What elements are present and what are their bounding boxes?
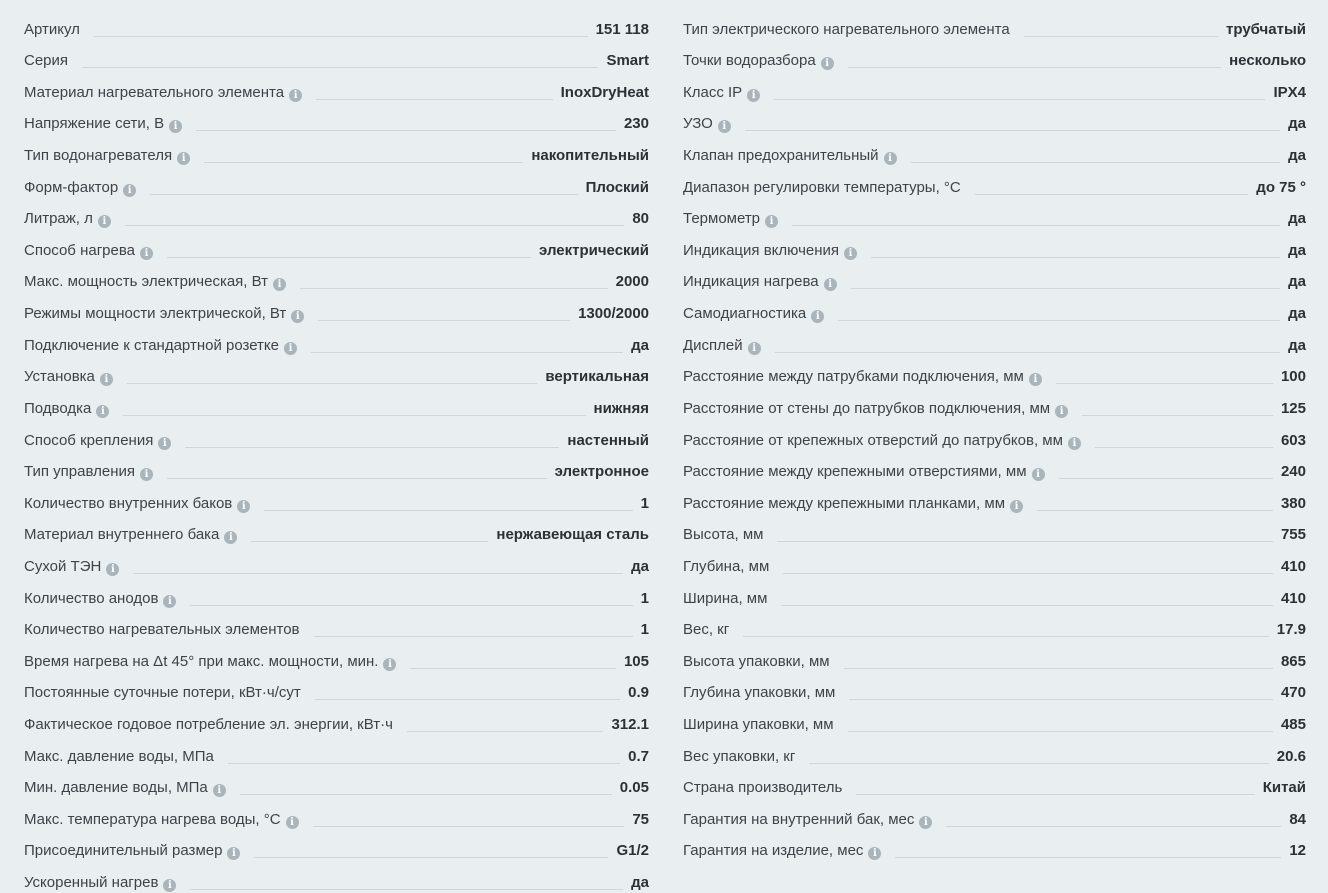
spec-row <box>24 766 649 798</box>
spec-row <box>24 197 649 229</box>
spec-value: накопительный <box>531 147 649 165</box>
spec-value: 865 <box>1280 652 1306 670</box>
leader-line <box>167 257 531 258</box>
info-icon[interactable]: i <box>291 310 304 323</box>
leader-line <box>856 794 1254 795</box>
spec-value: да <box>1288 147 1306 165</box>
info-icon[interactable]: i <box>100 373 113 386</box>
info-icon[interactable]: i <box>1055 405 1068 418</box>
spec-label: Диапазон регулировки температуры, °С <box>683 178 961 196</box>
spec-label: Глубина упаковки, мм <box>683 684 836 702</box>
info-icon[interactable]: i <box>96 405 109 418</box>
info-icon[interactable]: i <box>163 595 176 608</box>
spec-label: Литраж, л <box>24 210 93 228</box>
info-icon[interactable]: i <box>811 310 824 323</box>
leader-line <box>911 162 1281 163</box>
spec-value: 20.6 <box>1276 747 1306 765</box>
info-icon[interactable]: i <box>140 247 153 260</box>
spec-value: до 75 ° <box>1256 178 1306 196</box>
spec-row <box>24 576 649 608</box>
spec-row <box>683 386 1306 418</box>
leader-line <box>251 541 488 542</box>
info-icon[interactable]: i <box>213 784 226 797</box>
spec-row <box>24 797 649 829</box>
spec-label: Макс. температура нагрева воды, °С <box>24 810 281 828</box>
spec-label: Расстояние между крепежными планками, мм <box>683 494 1006 512</box>
spec-label: УЗО <box>683 115 713 133</box>
spec-label: Фактическое годовое потребление эл. энергии, кВт·ч <box>24 716 393 734</box>
leader-line <box>774 99 1265 100</box>
spec-value: нижняя <box>593 399 649 417</box>
spec-value: 1 <box>640 494 649 512</box>
spec-label: Количество нагревательных элементов <box>24 621 300 639</box>
info-icon[interactable]: i <box>158 437 171 450</box>
info-icon[interactable]: i <box>140 468 153 481</box>
spec-label: Материал нагревательного элемента <box>24 83 285 101</box>
spec-label: Ширина, мм <box>683 589 768 607</box>
spec-value: 2000 <box>615 273 649 291</box>
spec-value: 0.9 <box>628 684 649 702</box>
info-icon[interactable]: i <box>765 215 778 228</box>
specs-column-left <box>24 7 649 893</box>
spec-value: 755 <box>1280 526 1306 544</box>
spec-row <box>683 513 1306 545</box>
spec-label: Тип управления <box>24 463 135 481</box>
spec-value: да <box>1288 305 1306 323</box>
leader-line <box>1082 415 1273 416</box>
leader-line <box>300 288 608 289</box>
spec-value: да <box>1288 241 1306 259</box>
leader-line <box>314 636 633 637</box>
spec-label: Способ нагрева <box>24 241 135 259</box>
info-icon[interactable]: i <box>106 563 119 576</box>
spec-label: Время нагрева на Δt 45° при макс. мощности, мин. <box>24 652 379 670</box>
info-icon[interactable]: i <box>227 847 240 860</box>
leader-line <box>127 383 537 384</box>
info-icon[interactable]: i <box>284 342 297 355</box>
spec-row <box>24 639 649 671</box>
spec-row <box>683 197 1306 229</box>
spec-row <box>24 702 649 734</box>
leader-line <box>254 857 608 858</box>
leader-line <box>777 541 1272 542</box>
info-icon[interactable]: i <box>1068 437 1081 450</box>
leader-line <box>240 794 612 795</box>
spec-label: Вес упаковки, кг <box>683 747 796 765</box>
spec-row <box>683 165 1306 197</box>
spec-row <box>24 291 649 323</box>
leader-line <box>316 99 553 100</box>
spec-row <box>683 734 1306 766</box>
spec-row <box>683 797 1306 829</box>
spec-label: Класс IP <box>683 83 743 101</box>
spec-row <box>24 544 649 576</box>
spec-label: Дисплей <box>683 336 743 354</box>
spec-value: 0.05 <box>619 779 649 797</box>
leader-line <box>123 415 585 416</box>
info-icon[interactable]: i <box>748 342 761 355</box>
spec-row <box>683 639 1306 671</box>
leader-line <box>82 67 598 68</box>
spec-value: 125 <box>1280 399 1306 417</box>
spec-row <box>24 513 649 545</box>
spec-label: Расстояние между патрубками подключения, мм <box>683 368 1024 386</box>
spec-label: Мин. давление воды, МПа <box>24 779 208 797</box>
spec-row <box>24 386 649 418</box>
spec-row <box>24 102 649 134</box>
spec-row <box>24 418 649 450</box>
spec-row <box>24 860 649 892</box>
spec-row <box>24 260 649 292</box>
spec-value: 84 <box>1289 810 1306 828</box>
spec-row <box>24 70 649 102</box>
info-icon[interactable]: i <box>98 215 111 228</box>
spec-label: Расстояние между крепежными отверстиями, мм <box>683 463 1027 481</box>
spec-label: Самодиагностика <box>683 305 807 323</box>
info-icon[interactable]: i <box>919 816 932 829</box>
spec-value: нержавеющая сталь <box>496 526 649 544</box>
leader-line <box>745 130 1280 131</box>
spec-label: Индикация включения <box>683 241 840 259</box>
leader-line <box>125 225 624 226</box>
spec-value: да <box>1288 273 1306 291</box>
leader-line <box>783 573 1273 574</box>
info-icon[interactable]: i <box>177 152 190 165</box>
spec-row <box>683 829 1306 861</box>
spec-row <box>683 70 1306 102</box>
leader-line <box>204 162 523 163</box>
spec-row <box>683 291 1306 323</box>
spec-row <box>683 102 1306 134</box>
spec-value: да <box>1288 210 1306 228</box>
leader-line <box>228 763 620 764</box>
leader-line <box>848 731 1273 732</box>
spec-row <box>683 355 1306 387</box>
leader-line <box>781 605 1273 606</box>
leader-line <box>311 352 623 353</box>
leader-line <box>407 731 604 732</box>
spec-label: Артикул <box>24 20 80 38</box>
spec-row <box>683 766 1306 798</box>
spec-row <box>683 133 1306 165</box>
spec-label: Макс. мощность электрическая, Вт <box>24 273 269 291</box>
leader-line <box>318 320 570 321</box>
leader-line <box>743 636 1269 637</box>
leader-line <box>975 194 1249 195</box>
spec-label: Высота, мм <box>683 526 764 544</box>
spec-row <box>24 165 649 197</box>
info-icon[interactable]: i <box>286 816 299 829</box>
spec-label: Гарантия на изделие, мес <box>683 842 864 860</box>
info-icon[interactable]: i <box>289 89 302 102</box>
leader-line <box>410 668 616 669</box>
spec-value: IPX4 <box>1273 83 1306 101</box>
spec-value: 100 <box>1280 368 1306 386</box>
leader-line <box>809 763 1268 764</box>
spec-row <box>683 544 1306 576</box>
leader-line <box>946 826 1281 827</box>
spec-label: Способ крепления <box>24 431 154 449</box>
spec-row <box>24 39 649 71</box>
spec-row <box>24 7 649 39</box>
spec-row <box>24 323 649 355</box>
leader-line <box>315 699 620 700</box>
spec-label: Расстояние от стены до патрубков подключения, мм <box>683 399 1051 417</box>
spec-value: 80 <box>632 210 649 228</box>
spec-row <box>683 323 1306 355</box>
spec-row <box>683 39 1306 71</box>
spec-row <box>24 450 649 482</box>
spec-value: электрический <box>539 241 649 259</box>
info-icon[interactable]: i <box>123 184 136 197</box>
leader-line <box>871 257 1280 258</box>
spec-value: 17.9 <box>1276 621 1306 639</box>
spec-value: 75 <box>632 810 649 828</box>
info-icon[interactable]: i <box>821 57 834 70</box>
spec-value: да <box>631 557 649 575</box>
spec-value: 0.7 <box>628 747 649 765</box>
info-icon[interactable]: i <box>383 658 396 671</box>
leader-line <box>844 668 1273 669</box>
leader-line <box>1037 510 1273 511</box>
leader-line <box>848 67 1221 68</box>
spec-value: 151 118 <box>595 20 649 38</box>
info-icon[interactable]: i <box>747 89 760 102</box>
spec-value: 312.1 <box>611 716 649 734</box>
info-icon[interactable]: i <box>169 120 182 133</box>
spec-label: Макс. давление воды, МПа <box>24 747 214 765</box>
spec-label: Тип водонагревателя <box>24 147 173 165</box>
spec-value: трубчатый <box>1226 20 1306 38</box>
spec-label: Точки водоразбора <box>683 52 816 70</box>
leader-line <box>1059 478 1273 479</box>
spec-row <box>683 228 1306 260</box>
spec-label: Установка <box>24 368 95 386</box>
spec-label: Подключение к стандартной розетке <box>24 336 279 354</box>
spec-row <box>24 671 649 703</box>
leader-line <box>313 826 625 827</box>
spec-label: Термометр <box>683 210 761 228</box>
spec-label: Режимы мощности электрической, Вт <box>24 305 287 323</box>
spec-label: Присоединительный размер <box>24 842 223 860</box>
spec-label: Высота упаковки, мм <box>683 652 830 670</box>
leader-line <box>150 194 577 195</box>
spec-label: Клапан предохранительный <box>683 147 879 165</box>
spec-value: 12 <box>1289 842 1306 860</box>
spec-value: 410 <box>1280 589 1306 607</box>
spec-row <box>24 228 649 260</box>
spec-row <box>683 418 1306 450</box>
info-icon[interactable]: i <box>868 847 881 860</box>
spec-label: Серия <box>24 52 69 70</box>
spec-value: электронное <box>554 463 649 481</box>
info-icon[interactable]: i <box>718 120 731 133</box>
spec-label: Форм-фактор <box>24 178 119 196</box>
leader-line <box>133 573 623 574</box>
info-icon[interactable]: i <box>1029 373 1042 386</box>
spec-value: 105 <box>623 652 649 670</box>
info-icon[interactable]: i <box>884 152 897 165</box>
info-icon[interactable]: i <box>273 278 286 291</box>
spec-row <box>683 671 1306 703</box>
spec-value: 470 <box>1280 684 1306 702</box>
spec-value: да <box>1288 115 1306 133</box>
leader-line <box>895 857 1281 858</box>
leader-line <box>190 889 623 890</box>
spec-label: Гарантия на внутренний бак, мес <box>683 810 915 828</box>
spec-row <box>683 481 1306 513</box>
spec-value: 485 <box>1280 716 1306 734</box>
spec-value: Плоский <box>585 178 649 196</box>
spec-value: 603 <box>1280 431 1306 449</box>
spec-value: Smart <box>606 52 649 70</box>
spec-value: 230 <box>623 115 649 133</box>
spec-value: 380 <box>1280 494 1306 512</box>
spec-value: 1 <box>640 621 649 639</box>
leader-line <box>792 225 1280 226</box>
spec-row <box>683 608 1306 640</box>
leader-line <box>264 510 632 511</box>
leader-line <box>851 288 1281 289</box>
leader-line <box>94 36 588 37</box>
spec-row <box>683 260 1306 292</box>
info-icon[interactable]: i <box>163 879 176 892</box>
leader-line <box>1056 383 1273 384</box>
spec-row <box>683 7 1306 39</box>
leader-line <box>775 352 1280 353</box>
spec-value: вертикальная <box>545 368 649 386</box>
spec-value: да <box>631 874 649 892</box>
leader-line <box>167 478 547 479</box>
spec-value: InoxDryHeat <box>560 83 649 101</box>
spec-label: Материал внутреннего бака <box>24 526 220 544</box>
spec-label: Количество анодов <box>24 589 159 607</box>
spec-value: да <box>631 336 649 354</box>
spec-row <box>24 734 649 766</box>
leader-line <box>838 320 1280 321</box>
specs-column-right <box>683 7 1306 893</box>
spec-value: G1/2 <box>616 842 649 860</box>
spec-row <box>24 481 649 513</box>
spec-row <box>24 133 649 165</box>
spec-row <box>683 702 1306 734</box>
spec-label: Напряжение сети, В <box>24 115 165 133</box>
spec-label: Количество внутренних баков <box>24 494 233 512</box>
spec-value: Китай <box>1262 779 1306 797</box>
spec-value: настенный <box>567 431 649 449</box>
spec-label: Индикация нагрева <box>683 273 819 291</box>
spec-label: Глубина, мм <box>683 557 770 575</box>
leader-line <box>849 699 1273 700</box>
spec-row <box>24 829 649 861</box>
leader-line <box>1095 447 1273 448</box>
spec-row <box>683 576 1306 608</box>
spec-label: Постоянные суточные потери, кВт·ч/сут <box>24 684 301 702</box>
spec-label: Ширина упаковки, мм <box>683 716 834 734</box>
spec-label: Вес, кг <box>683 621 730 639</box>
spec-value: да <box>1288 336 1306 354</box>
leader-line <box>1024 36 1218 37</box>
spec-label: Сухой ТЭН <box>24 557 102 575</box>
info-icon[interactable]: i <box>824 278 837 291</box>
spec-value: 410 <box>1280 557 1306 575</box>
spec-label: Страна производитель <box>683 779 843 797</box>
spec-label: Ускоренный нагрев <box>24 874 159 892</box>
spec-value: несколько <box>1229 52 1306 70</box>
spec-row <box>24 355 649 387</box>
info-icon[interactable]: i <box>844 247 857 260</box>
spec-label: Тип электрического нагревательного элемента <box>683 20 1010 38</box>
info-icon[interactable]: i <box>224 531 237 544</box>
spec-row <box>683 450 1306 482</box>
info-icon[interactable]: i <box>1032 468 1045 481</box>
info-icon[interactable]: i <box>1010 500 1023 513</box>
leader-line <box>196 130 616 131</box>
leader-line <box>185 447 559 448</box>
spec-value: 1300/2000 <box>578 305 649 323</box>
spec-row <box>24 608 649 640</box>
spec-label: Подводка <box>24 399 92 417</box>
spec-label: Расстояние от крепежных отверстий до патрубков, мм <box>683 431 1063 449</box>
info-icon[interactable]: i <box>237 500 250 513</box>
spec-value: 240 <box>1280 463 1306 481</box>
spec-value: 1 <box>640 589 649 607</box>
leader-line <box>190 605 632 606</box>
